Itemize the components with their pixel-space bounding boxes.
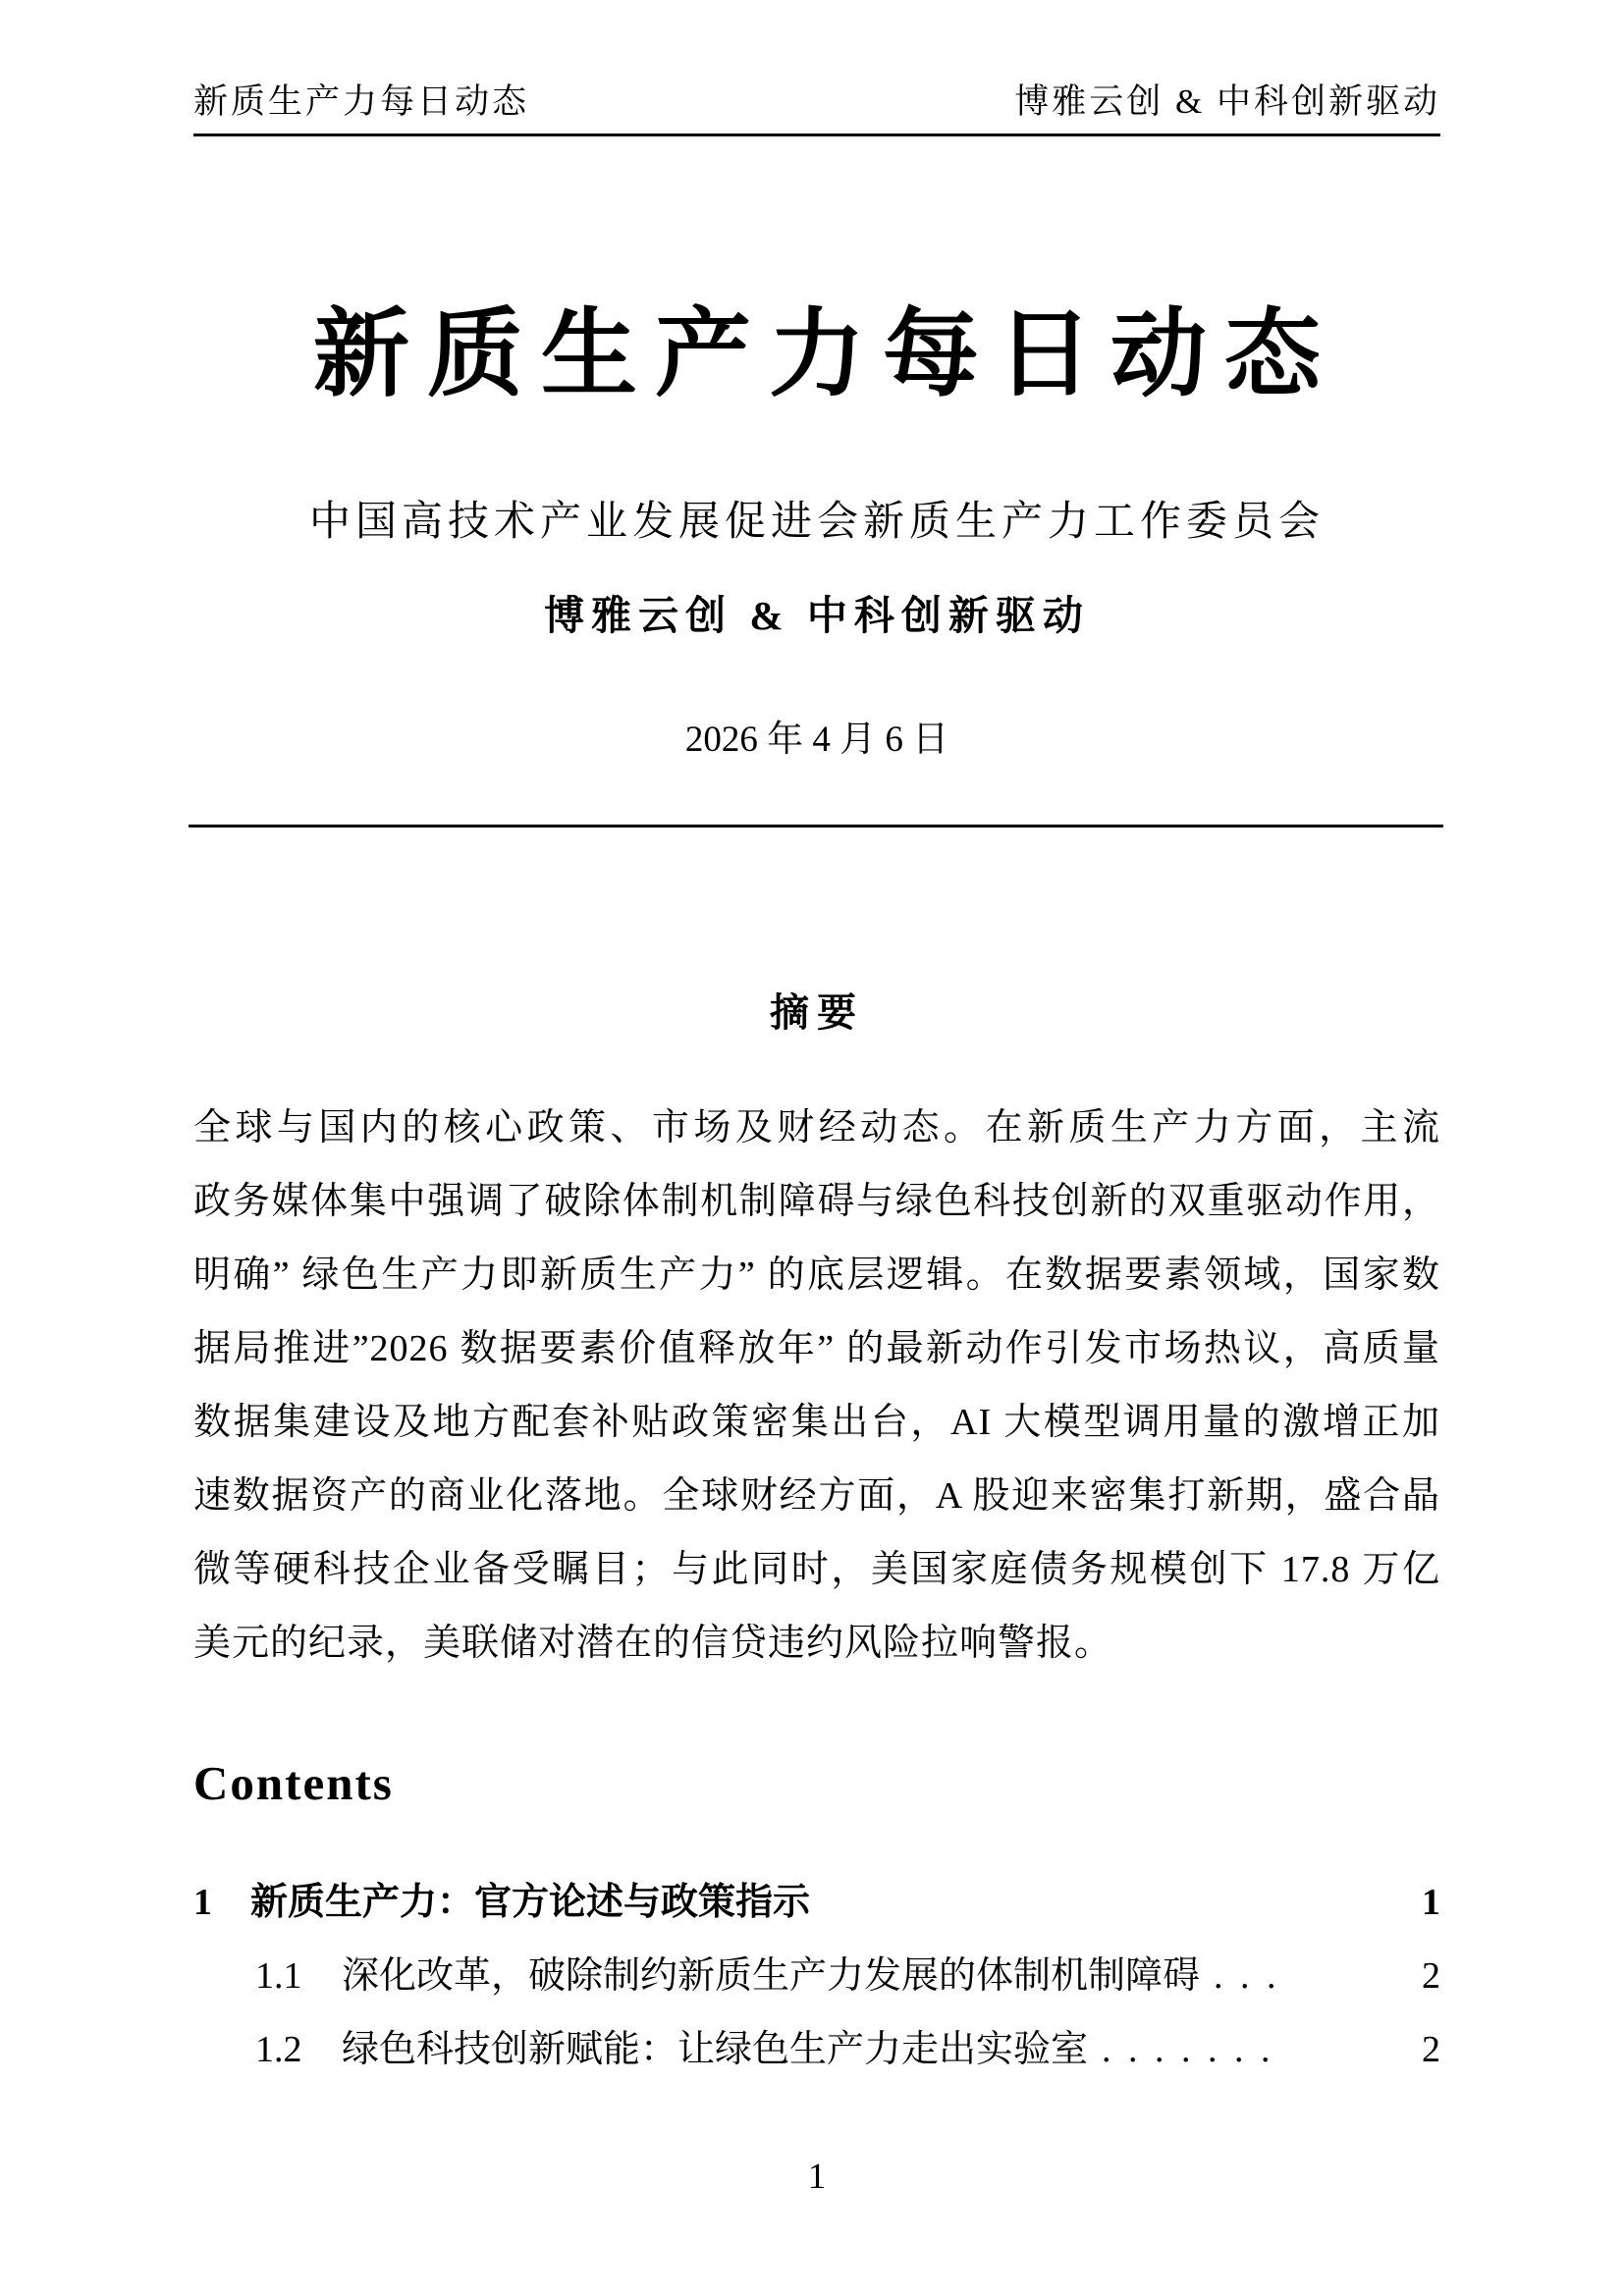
running-header-left: 新质生产力每日动态 [193, 82, 530, 121]
abstract-line: 微等硬科技企业备受瞩目；与此同时，美国家庭债务规模创下 17.8 万亿 [193, 1549, 1440, 1590]
title-separator-rule [189, 825, 1443, 828]
toc-entry-page: 1 [1422, 1882, 1440, 1923]
document-byline: 博雅云创 & 中科创新驱动 [544, 593, 1090, 638]
running-header-right: 博雅云创 & 中科创新驱动 [1014, 82, 1440, 121]
toc-entry[interactable] [193, 1954, 1440, 1998]
document-title: 新质生产力每日动态 [312, 302, 1338, 408]
toc-entry-title: 深化改革，破除制约新质生产力发展的体制机制障碍 [342, 1955, 1201, 1997]
running-header [193, 75, 1440, 124]
abstract-line: 数据集建设及地方配套补贴政策密集出台，AI 大模型调用量的激增正加 [193, 1402, 1440, 1443]
toc-entry-title: 新质生产力：官方论述与政策指示 [250, 1882, 811, 1923]
abstract-line: 政务媒体集中强调了破除体制机制障碍与绿色科技创新的双重驱动作用， [193, 1181, 1440, 1222]
abstract-line: 速数据资产的商业化落地。全球财经方面，A 股迎来密集打新期，盛合晶 [193, 1475, 1440, 1517]
document-date: 2026 年 4 月 6 日 [684, 720, 949, 760]
abstract-heading: 摘要 [770, 990, 864, 1035]
toc-leader-dots: . . . [1214, 1955, 1280, 1997]
toc-entry[interactable] [193, 2028, 1440, 2071]
abstract-text [193, 1092, 1440, 1681]
header-rule [193, 133, 1440, 136]
page-number: 1 [807, 2157, 827, 2197]
abstract-line: 明确” 绿色生产力即新质生产力” 的底层逻辑。在数据要素领域，国家数 [193, 1255, 1440, 1296]
toc-leader-dots: . . . . . . . [1102, 2029, 1274, 2070]
toc-entry-number: 1 [193, 1882, 212, 1923]
abstract-line: 据局推进”2026 数据要素价值释放年” 的最新动作引发市场热议，高质量 [193, 1328, 1440, 1369]
toc-entry-title: 绿色科技创新赋能：让绿色生产力走出实验室 [342, 2029, 1089, 2070]
abstract-line: 全球与国内的核心政策、市场及财经动态。在新质生产力方面，主流 [193, 1107, 1440, 1148]
page-footer [193, 2156, 1440, 2198]
toc-entry-page: 2 [1422, 1955, 1440, 1997]
toc-entry-page: 2 [1422, 2029, 1440, 2070]
toc-entry[interactable] [193, 1881, 1440, 1924]
toc-entry-number: 1.1 [255, 1955, 302, 1997]
abstract-line: 美元的纪录，美联储对潜在的信贷违约风险拉响警报。 [193, 1623, 1113, 1664]
contents-heading: Contents [193, 1756, 394, 1810]
toc-entry-number: 1.2 [255, 2029, 302, 2070]
table-of-contents [193, 1881, 1440, 2102]
document-subtitle: 中国高技术产业发展促进会新质生产力工作委员会 [308, 500, 1325, 545]
